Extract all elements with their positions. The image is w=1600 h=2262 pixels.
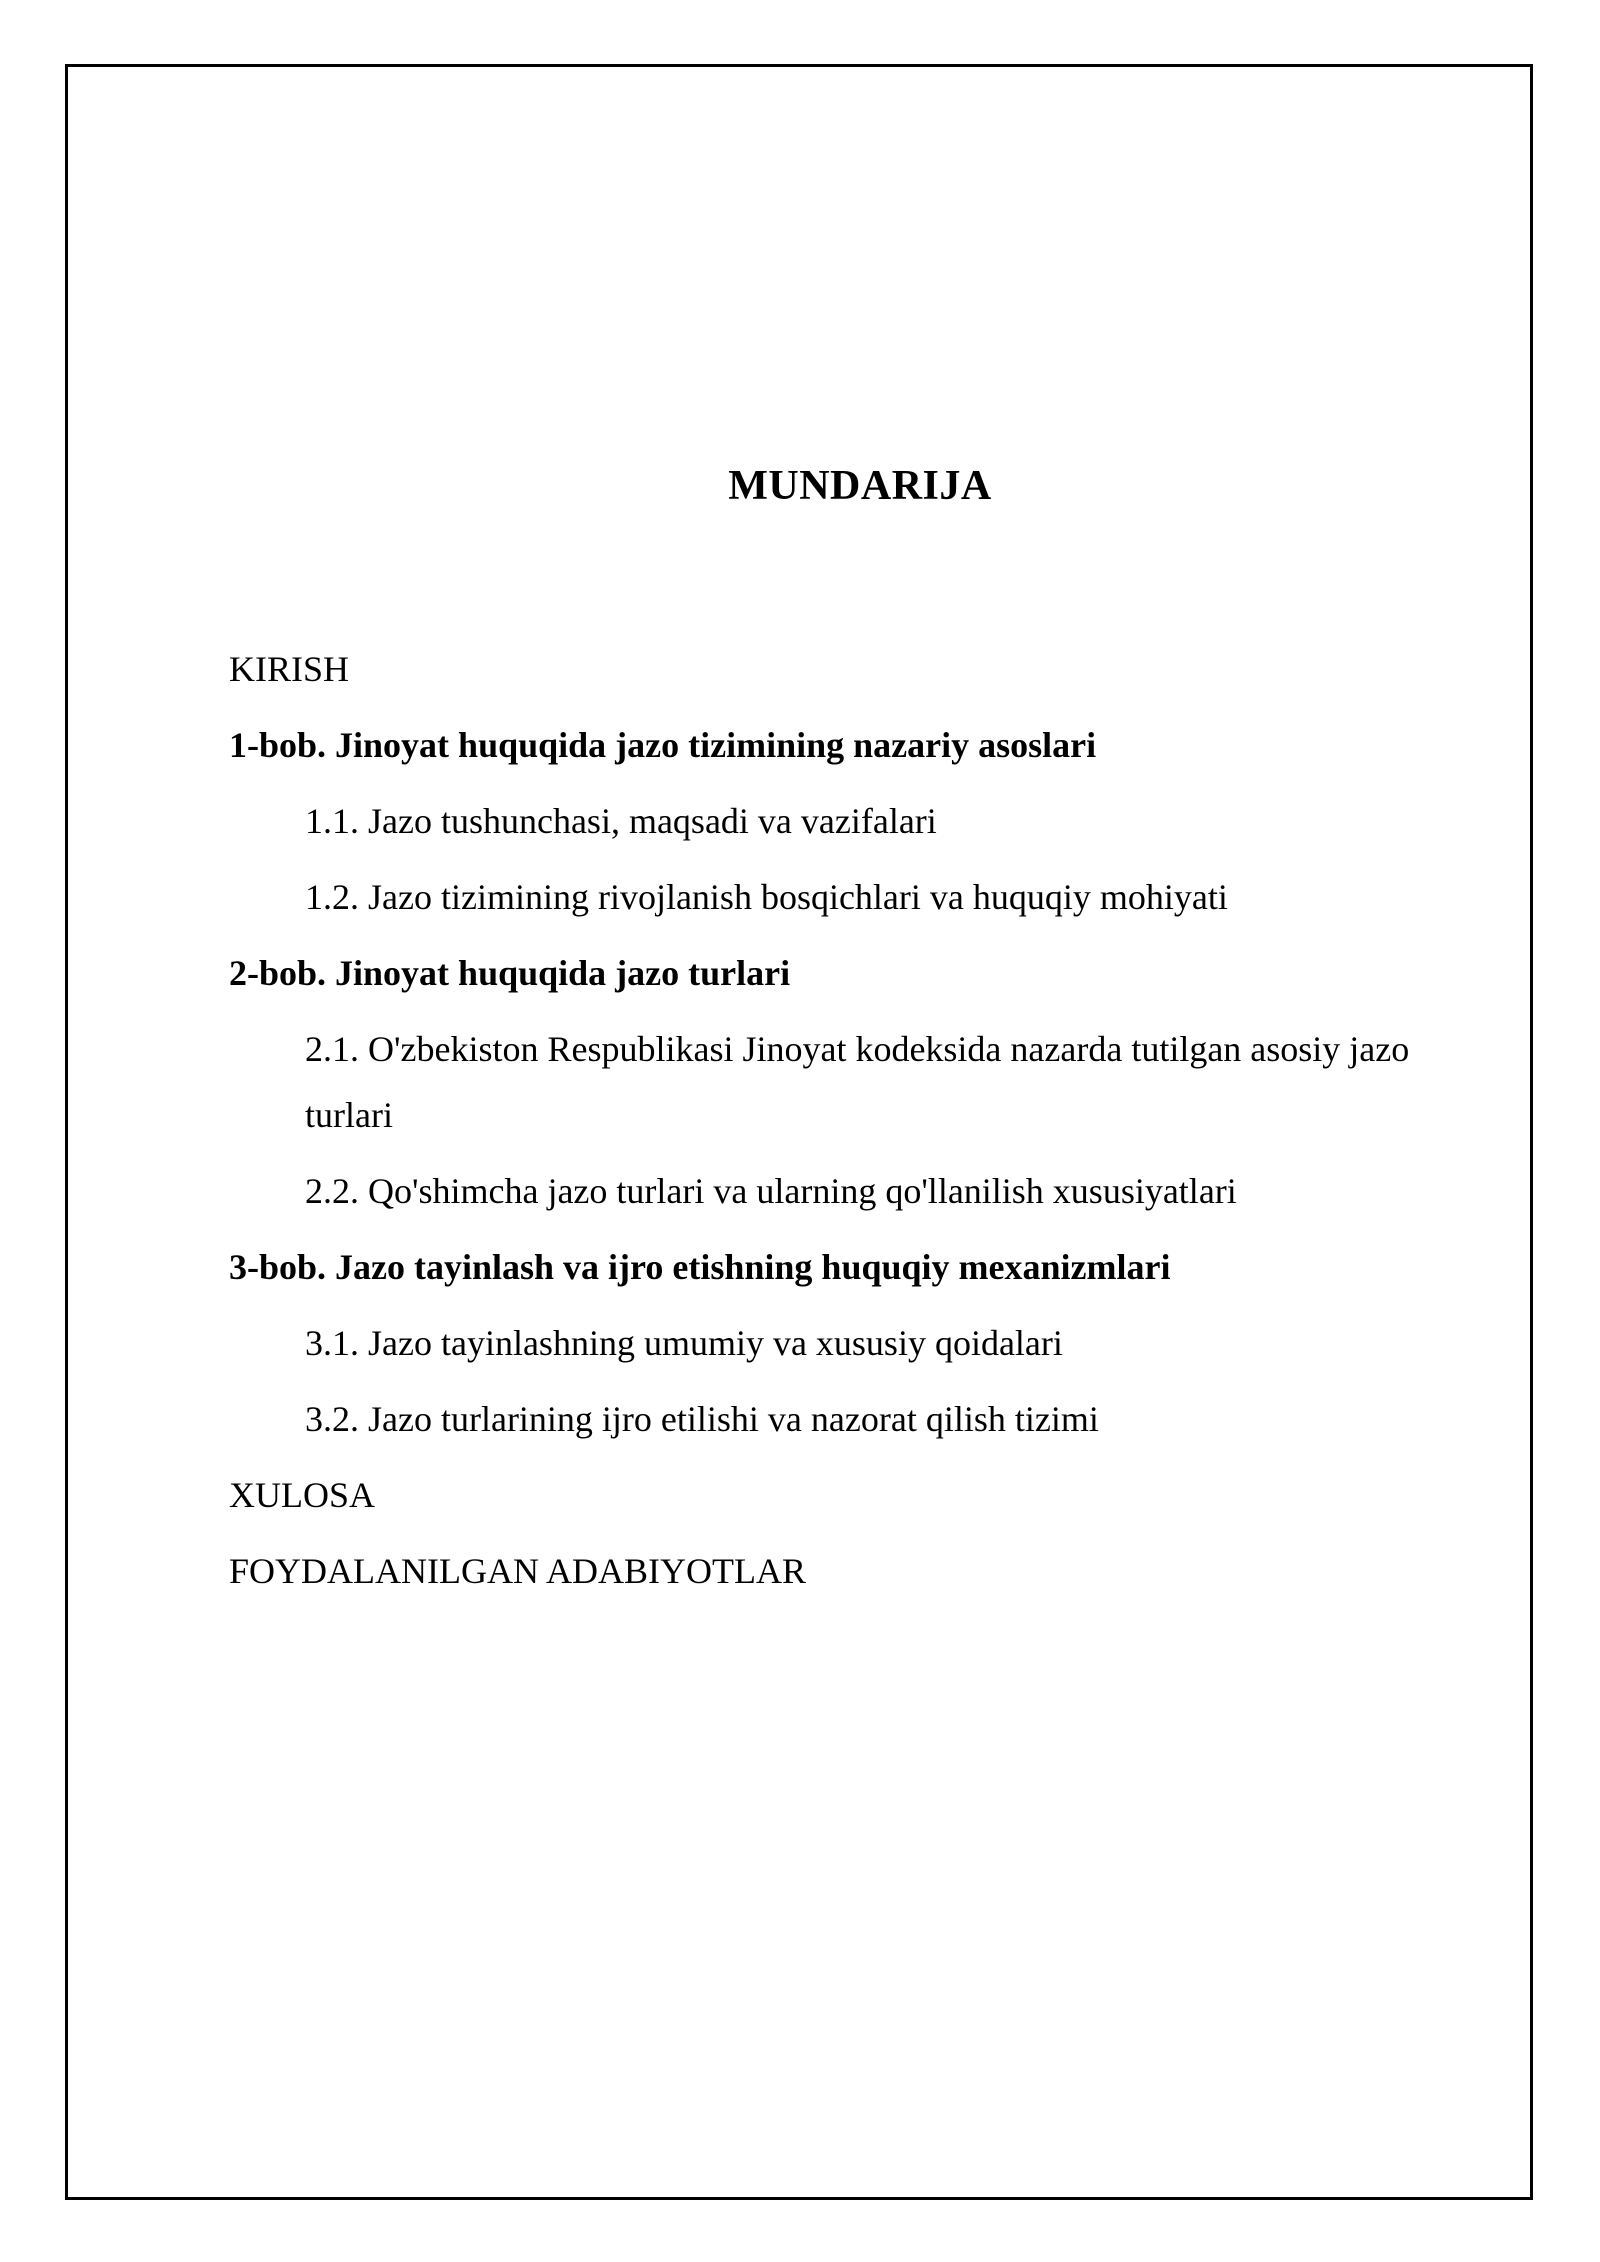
toc-entry-references: FOYDALANILGAN ADABIYOTLAR: [229, 1551, 806, 1591]
toc-entry-introduction: KIRISH: [229, 649, 350, 689]
toc-entry-chapter-3: 3-bob. Jazo tayinlash va ijro etishning huquqiy mexanizmlari: [229, 1247, 1171, 1287]
toc-entry-section-1-2: 1.2. Jazo tizimining rivojlanish bosqichlari va huquqiy mohiyati: [305, 877, 1228, 917]
toc-entry-section-3-1: 3.1. Jazo tayinlashning umumiy va xususiy qoidalari: [305, 1323, 1063, 1363]
toc-entry-chapter-2: 2-bob. Jinoyat huquqida jazo turlari: [229, 953, 791, 993]
toc-entry-section-2-1: 2.1. O'zbekiston Respublikasi Jinoyat kodeksida nazarda tutilgan asosiy jazo turlari: [305, 1029, 1410, 1135]
toc-entry-section-1-1: 1.1. Jazo tushunchasi, maqsadi va vazifalari: [305, 801, 937, 841]
page-title: MUNDARIJA: [728, 463, 992, 509]
toc-entry-section-3-2: 3.2. Jazo turlarining ijro etilishi va nazorat qilish tizimi: [305, 1399, 1099, 1439]
table-of-contents: [229, 636, 1469, 1614]
toc-entry-chapter-1: 1-bob. Jinoyat huquqida jazo tizimining nazariy asoslari: [229, 725, 1097, 765]
toc-entry-section-2-2: 2.2. Qo'shimcha jazo turlari va ularning qo'llanilish xususiyatlari: [305, 1171, 1237, 1211]
toc-entry-conclusion: XULOSA: [229, 1475, 376, 1515]
